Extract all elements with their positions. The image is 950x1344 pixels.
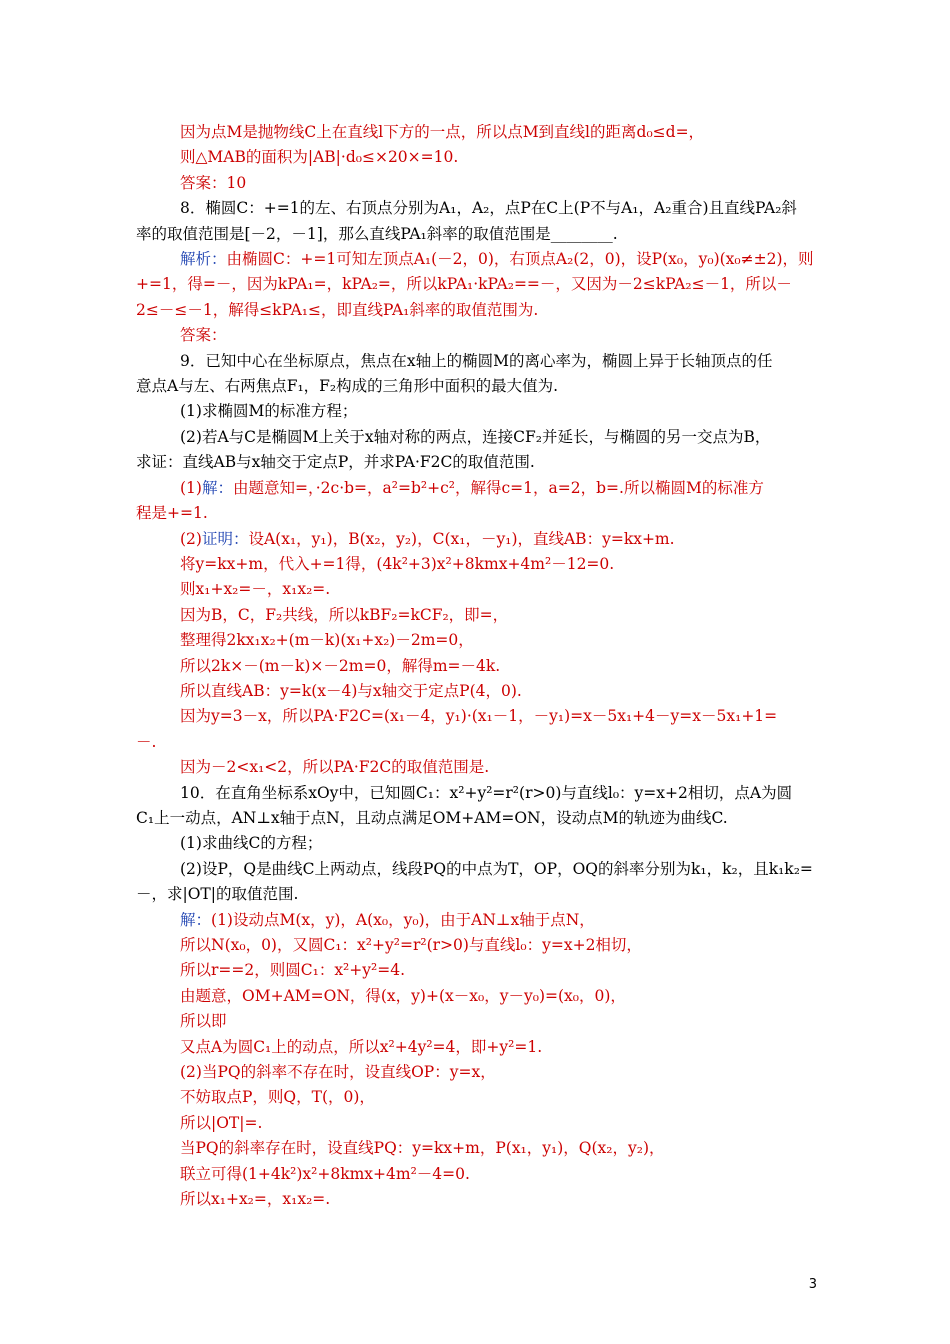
text-line — [136, 1085, 816, 1110]
page-number: 3 — [808, 1277, 817, 1292]
text-segment: 意点A与左、右两焦点F₁，F₂构成的三角形中面积的最大值为. — [136, 377, 559, 396]
text-line — [136, 552, 816, 577]
text-segment: 则x₁+x₂=－，x₁x₂=. — [180, 580, 331, 599]
text-line — [136, 958, 816, 983]
text-line — [136, 628, 816, 653]
text-line — [136, 908, 816, 933]
text-segment: 因为－2<x₁<2，所以PA·F2C的取值范围是. — [180, 758, 490, 777]
text-segment: C₁上一动点，AN⊥x轴于点N，且动点满足OM+AM=ON，设动点M的轨迹为曲线C. — [136, 808, 728, 827]
text-line — [136, 704, 816, 729]
text-segment: 因为点M是抛物线C上在直线l下方的一点，所以点M到直线l的距离d₀≤d=， — [180, 123, 705, 141]
text-line — [136, 425, 816, 450]
text-line — [136, 603, 816, 628]
text-segment: 2≤－≤－1，解得≤kPA₁≤，即直线PA₁斜率的取值范围为. — [136, 300, 539, 319]
text-segment: 因为B，C，F₂共线，所以kBF₂=kCF₂，即=， — [180, 605, 509, 624]
text-line — [136, 1162, 816, 1187]
text-line — [136, 933, 816, 958]
text-segment: 所以直线AB：y=k(x－4)与x轴交于定点P(4，0). — [180, 681, 522, 700]
text-segment: (2)若A与C是椭圆M上关于x轴对称的两点，连接CF₂并延长，与椭圆的另一交点为B， — [180, 427, 771, 446]
text-segment: 9．已知中心在坐标原点，焦点在x轴上的椭圆M的离心率为，椭圆上异于长轴顶点的任 — [180, 351, 773, 370]
text-line — [136, 984, 816, 1009]
text-segment: 率的取值范围是[－2，－1]，那么直线PA₁斜率的取值范围是________. — [136, 224, 618, 243]
text-segment: 解析： — [180, 250, 227, 269]
text-segment: 所以2k×－(m－k)×－2m=0，解得m=－4k. — [180, 656, 501, 675]
text-line — [136, 120, 816, 145]
text-line — [136, 1009, 816, 1034]
text-segment: 则△MAB的面积为|AB|·d₀≤×20×=10. — [180, 148, 459, 167]
text-segment: 由椭圆C：+=1可知左顶点A₁(－2，0)，右顶点A₂(2，0)，设P(x₀，y₀)(x₀≠±2)，则 — [226, 250, 814, 269]
text-line — [136, 145, 816, 170]
text-line — [136, 882, 816, 907]
text-line — [136, 806, 816, 831]
text-line — [136, 1035, 816, 1060]
text-segment: 所以x₁+x₂=，x₁x₂=. — [180, 1190, 331, 1209]
text-line — [136, 577, 816, 602]
text-segment: (2)当PQ的斜率不存在时，设直线OP：y=x， — [180, 1063, 496, 1082]
text-segment: 所以即 — [180, 1012, 227, 1031]
text-line — [136, 755, 816, 780]
text-line — [136, 679, 816, 704]
text-line — [136, 222, 816, 247]
text-line — [136, 857, 816, 882]
text-segment: －. — [136, 732, 157, 751]
text-segment: 答案：10 — [180, 173, 247, 192]
text-line — [136, 527, 816, 552]
text-line — [136, 781, 816, 806]
text-segment: 解： — [180, 910, 212, 929]
text-segment: 答案： — [180, 326, 227, 345]
text-segment: (1)设动点M(x，y)，A(x₀，y₀)，由于AN⊥x轴于点N， — [211, 910, 595, 929]
text-segment: (1)求曲线C的方程； — [180, 834, 323, 853]
text-line — [136, 272, 816, 297]
text-segment: 联立可得(1+4k²)x²+8kmx+4m²－4=0. — [180, 1164, 470, 1183]
text-segment: 证明： — [201, 529, 249, 548]
text-line — [136, 476, 816, 501]
text-line — [136, 247, 816, 272]
text-segment: 当PQ的斜率存在时，设直线PQ：y=kx+m，P(x₁，y₁)，Q(x₂，y₂)， — [180, 1139, 665, 1158]
text-segment: 整理得2kx₁x₂+(m－k)(x₁+x₂)－2m=0， — [180, 631, 474, 650]
text-segment: －，求|OT|的取值范围. — [136, 885, 299, 904]
text-segment: (2)设P，Q是曲线C上两动点，线段PQ的中点为T，OP，OQ的斜率分别为k₁，k₂，且k₁k₂= — [180, 859, 813, 878]
text-line — [136, 450, 816, 475]
text-line — [136, 1060, 816, 1085]
text-line — [136, 501, 816, 526]
text-line — [136, 349, 816, 374]
text-line — [136, 323, 816, 348]
text-segment: 程是+=1. — [136, 504, 208, 523]
text-line — [136, 1187, 816, 1212]
text-segment: 8．椭圆C：+=1的左、右顶点分别为A₁，A₂，点P在C上(P不与A₁，A₂重合)且直线PA₂斜 — [180, 199, 797, 218]
text-line — [136, 730, 816, 755]
page-content — [136, 120, 816, 1212]
text-segment: 解： — [201, 478, 233, 497]
text-segment: 10．在直角坐标系xOy中，已知圆C₁：x²+y²=r²(r>0)与直线l₀：y=x+2相切，点A为圆 — [180, 783, 793, 802]
text-segment: 由题意，OM+AM=ON，得(x，y)+(x－x₀，y－y₀)=(x₀，0)， — [180, 986, 626, 1005]
text-segment: 由题意知=，·2c·b=，a²=b²+c²，解得c=1，a=2，b=.所以椭圆M的标准方 — [232, 478, 764, 497]
text-segment: 因为y=3－x，所以PA·F2C=(x₁－4，y₁)·(x₁－1，－y₁)=x－5x₁+4－y=x－5x₁+1= — [180, 707, 778, 726]
text-segment: (2) — [180, 529, 202, 548]
text-line — [136, 1136, 816, 1161]
text-line — [136, 298, 816, 323]
text-segment: 所以|OT|=. — [180, 1113, 263, 1132]
text-segment: 所以r==2，则圆C₁：x²+y²=4. — [180, 961, 406, 980]
text-segment: (1)求椭圆M的标准方程； — [180, 402, 358, 421]
text-segment: +=1，得=－，因为kPA₁=，kPA₂=，所以kPA₁·kPA₂==－，又因为－2≤kPA₂≤－1，所以－ — [136, 275, 792, 294]
text-segment: 不妨取点P，则Q，T(，0)， — [180, 1088, 375, 1107]
text-line — [136, 196, 816, 221]
text-line — [136, 171, 816, 196]
text-segment: 所以N(x₀，0)，又圆C₁：x²+y²=r²(r>0)与直线l₀：y=x+2相切， — [180, 936, 642, 954]
text-segment: (1) — [180, 478, 202, 497]
text-segment: 又点A为圆C₁上的动点，所以x²+4y²=4，即+y²=1. — [180, 1037, 543, 1056]
text-segment: 设A(x₁，y₁)，B(x₂，y₂)，C(x₁，－y₁)，直线AB：y=kx+m. — [248, 529, 675, 548]
text-line — [136, 399, 816, 424]
text-line — [136, 654, 816, 679]
text-segment: 将y=kx+m，代入+=1得，(4k²+3)x²+8kmx+4m²－12=0. — [180, 554, 615, 573]
text-line — [136, 1111, 816, 1136]
text-line — [136, 831, 816, 856]
text-line — [136, 374, 816, 399]
text-segment: 求证：直线AB与x轴交于定点P，并求PA·F2C的取值范围. — [136, 453, 535, 472]
